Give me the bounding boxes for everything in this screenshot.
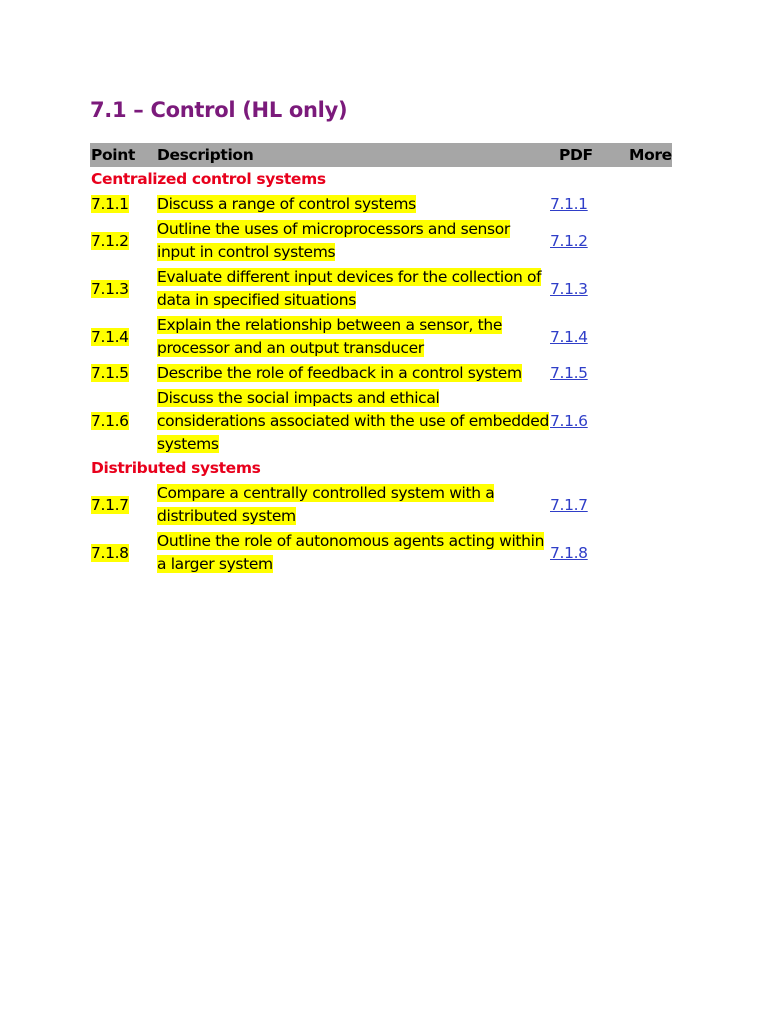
description-text: Evaluate different input devices for the collection of data in specified situations	[157, 268, 542, 309]
pdf-cell	[549, 265, 609, 313]
point-number: 7.1.8	[91, 543, 129, 562]
pdf-cell	[549, 529, 609, 577]
table-row	[90, 217, 672, 265]
table-row	[90, 265, 672, 313]
section-row	[90, 167, 672, 192]
column-header-point: Point	[90, 143, 156, 167]
description-cell	[156, 192, 549, 217]
point-number: 7.1.4	[91, 327, 129, 346]
table-row	[90, 192, 672, 217]
description-cell	[156, 265, 549, 313]
more-cell	[609, 265, 672, 313]
point-cell	[90, 481, 156, 529]
description-text: Compare a centrally controlled system with a distributed system	[157, 484, 495, 525]
pdf-link[interactable]: 7.1.1	[550, 195, 588, 213]
pdf-link[interactable]: 7.1.3	[550, 279, 588, 298]
point-number: 7.1.1	[91, 195, 129, 213]
description-cell	[156, 529, 549, 577]
more-cell	[609, 192, 672, 217]
table-header-row	[90, 143, 672, 167]
point-cell	[90, 361, 156, 386]
description-cell	[156, 313, 549, 361]
document-page	[90, 96, 672, 573]
pdf-link[interactable]: 7.1.2	[550, 231, 588, 250]
description-text: Describe the role of feedback in a control system	[157, 364, 522, 382]
description-cell	[156, 386, 549, 456]
pdf-link[interactable]: 7.1.6	[550, 411, 588, 430]
description-text: Discuss the social impacts and ethical considerations associated with the use of embedded systems	[157, 388, 549, 453]
point-cell	[90, 217, 156, 265]
section-row	[90, 456, 672, 481]
section-heading: Distributed systems	[91, 459, 261, 477]
more-cell	[609, 529, 672, 577]
more-cell	[609, 386, 672, 456]
point-cell	[90, 265, 156, 313]
point-number: 7.1.5	[91, 364, 129, 382]
pdf-link[interactable]: 7.1.7	[550, 495, 588, 514]
more-cell	[609, 481, 672, 529]
point-number: 7.1.3	[91, 279, 129, 298]
section-heading: Centralized control systems	[91, 170, 326, 188]
description-cell	[156, 361, 549, 386]
more-cell	[609, 361, 672, 386]
pdf-cell	[549, 361, 609, 386]
description-text: Explain the relationship between a sensor, the processor and an output transducer	[157, 316, 503, 357]
more-cell	[609, 217, 672, 265]
description-cell	[156, 481, 549, 529]
pdf-cell	[549, 192, 609, 217]
syllabus-table	[90, 143, 672, 577]
pdf-link[interactable]: 7.1.8	[550, 543, 588, 562]
description-text: Outline the uses of microprocessors and sensor input in control systems	[157, 220, 510, 261]
description-cell	[156, 217, 549, 265]
table-row	[90, 386, 672, 456]
pdf-cell	[549, 313, 609, 361]
pdf-link[interactable]: 7.1.4	[550, 327, 588, 346]
description-text: Outline the role of autonomous agents acting within a larger system	[157, 532, 545, 573]
table-row	[90, 529, 672, 577]
table-row	[90, 313, 672, 361]
pdf-cell	[549, 481, 609, 529]
point-number: 7.1.6	[91, 411, 129, 430]
point-number: 7.1.2	[91, 231, 129, 250]
column-header-description: Description	[156, 143, 549, 167]
column-header-more: More	[609, 143, 672, 167]
table-row	[90, 361, 672, 386]
point-number: 7.1.7	[91, 495, 129, 514]
more-cell	[609, 313, 672, 361]
column-header-pdf: PDF	[549, 143, 609, 167]
description-text: Discuss a range of control systems	[157, 195, 416, 213]
point-cell	[90, 529, 156, 577]
pdf-link[interactable]: 7.1.5	[550, 364, 588, 382]
page-title: 7.1 – Control (HL only)	[90, 98, 348, 122]
pdf-cell	[549, 217, 609, 265]
table-row	[90, 481, 672, 529]
point-cell	[90, 313, 156, 361]
point-cell	[90, 386, 156, 456]
pdf-cell	[549, 386, 609, 456]
point-cell	[90, 192, 156, 217]
